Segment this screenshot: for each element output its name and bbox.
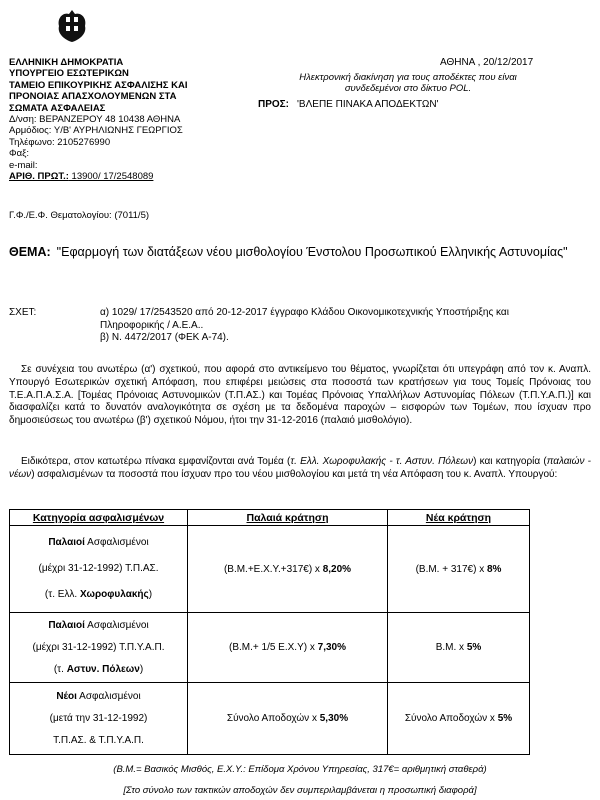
category-period: (μετά την 31-12-1992) [49,712,148,724]
subject-label: ΘΕΜΑ: [9,245,51,259]
document-date: ΑΘΗΝΑ , 20/12/2017 [440,57,534,68]
email: e-mail: [9,159,38,171]
new-formula: (Β.Μ. + 317€) x [415,563,487,575]
recipients [258,99,439,110]
old-formula: Σύνολο Αποδοχών x [226,713,320,724]
old-formula: (Β.Μ.+Ε.Χ.Υ.+317€) x [223,563,323,575]
category-group: Παλαιοί [48,537,85,548]
subject [9,244,584,261]
fax: Φαξ: [9,148,29,160]
new-rate: 5% [497,713,513,724]
category-text: Ασφαλισμένοι [84,537,149,548]
category-cell [10,613,188,683]
header-old: Παλαιά κράτηση [188,510,388,526]
header-line: ΕΛΛΗΝΙΚΗ ΔΗΜΟΚΡΑΤΙΑ [9,57,124,68]
old-rate: 8,20% [322,563,352,575]
header-line: ΣΩΜΑΤΑ ΑΣΦΑΛΕΙΑΣ [9,102,106,114]
category-fund: (τ. [53,663,67,675]
category-cell [10,526,188,613]
table-row [10,526,530,613]
header-line: ΤΑΜΕΙΟ ΕΠΙΚΟΥΡΙΚΗΣ ΑΣΦΑΛΙΣΗΣ ΚΑΙ [9,79,188,91]
related-items [100,307,560,345]
header-category: Κατηγορία ασφαλισμένων [10,510,188,526]
new-rate-cell [388,613,530,683]
distribution-note: Ηλεκτρονική διακίνηση για τους αποδέκτες που είναι συνδεδεμένοι στο δίκτυο POL. [299,72,517,94]
footnote-abbreviations: (Β.Μ.= Βασικός Μισθός, Ε.Χ.Υ.: Επίδομα Χρόνου Υπηρεσίας, 317€= αριθμητική σταθερά) [113,764,487,775]
address: Δ/νση: ΒΕΡΑΝΖΕΡΟΥ 48 10438 ΑΘΗΝΑ [9,114,181,126]
header-new: Νέα κράτηση [388,510,530,526]
phone: Τηλέφωνο: 2105276990 [9,136,111,148]
category-fund: Τ.Π.ΑΣ. & Τ.Π.Υ.Α.Π. [53,734,144,746]
header-line: ΠΡΟΝΟΙΑΣ ΑΠΑΣΧΟΛΟΥΜΕΝΩΝ ΣΤΑ [9,91,177,103]
old-rate: 5,30% [319,713,349,724]
subject-text: "Εφαρμογή των διατάξεων νέου μισθολογίου Ένστολου Προσωπικού Ελληνικής Αστυνομίας" [56,245,568,259]
category-fund-bold: Χωροφυλακής [80,589,149,600]
recipients-value: 'ΒΛΕΠΕ ΠΙΝΑΚΑ ΑΠΟΔΕΚΤΩΝ' [297,99,439,110]
footnote-personal-difference: [Στο σύνολο των τακτικών αποδοχών δεν συμπεριλαμβάνεται η προσωπική διαφορά] [123,785,477,796]
body-paragraph-2 [9,456,591,482]
new-rate: 8% [486,563,502,575]
old-formula: (Β.Μ.+ 1/5 Ε.Χ.Υ) x [229,642,318,653]
sender-header [9,57,279,182]
old-rate-cell [188,526,388,613]
p2-italic: παλαιών - νέων [9,456,591,480]
new-rate-cell [388,526,530,613]
p2-text: ) ασφαλισμένων τα ποσοστά που ίσχυαν προ του νέου μισθολογίου και μετά τη νέα Απόφαση του κ. Αναπλ. Υπουργού: [31,468,558,480]
related-label: ΣΧΕΤ: [9,307,37,318]
old-rate: 7,30% [317,642,346,653]
responsible: Αρμόδιος: Υ/Β' ΑΥΡΗΛΙΩΝΗΣ ΓΕΩΡΓΙΟΣ [9,125,183,137]
new-rate: 5% [466,642,482,653]
category-fund-bold: Αστυν. Πόλεων [66,663,140,675]
greek-emblem-icon [51,6,93,44]
recipients-label: ΠΡΟΣ: [258,99,290,110]
category-period: (μέχρι 31-12-1992) Τ.Π.ΑΣ. [38,563,159,574]
category-fund: ) [139,663,144,675]
subject-index: Γ.Φ./Ε.Φ. Θεματολογίου: (7011/5) [9,210,150,221]
new-formula: Β.Μ. x [435,642,467,653]
contribution-table [9,509,530,755]
p2-text: ) και κατηγορία ( [473,456,547,467]
new-formula: Σύνολο Αποδοχών x [404,713,498,724]
table-row [10,683,530,755]
category-text: Ασφαλισμένοι [84,619,149,631]
p2-text: Ειδικότερα, στον κατωτέρω πίνακα εμφανίζονται ανά Τομέα ( [21,456,291,467]
category-fund: ) [148,589,153,600]
body-paragraph-1: Σε συνέχεια του ανωτέρω (α') σχετικού, που αφορά στο αντικείμενο του θέματος, γνωρίζεται ότι υπεγράφη από τον κ. Αναπλ. Υπουργό Εσωτερικών σχετική Απόφαση, που επιφέρει μειώσεις στα ποσοστά των κρατήσεων για τους Τομείς Πρόνοιας του Τ.Ε.Α.Π.Α.Σ.Α. [Τομέας Πρόνοιας Αστυνομικών (Τ.Π.ΑΣ.) και Τομέας Πρόνοιας Υπαλλήλων Αστυνομίας Πόλεων (Τ.Π.Υ.Α.Π.)] και διασφαλίζει κατά το δυνατόν αναλογικότητα σε σχέση με τα δεδομένα παροχών – εισφορών των Τομέων, που ίσχυαν προ δημοσιεύσεως του ανωτέρω (β') σχετικού Νόμου, ήτοι την 31-12-2016 (παλαιό μισθολόγιο). [9,364,591,427]
category-period: (μέχρι 31-12-1992) Τ.Π.Υ.Α.Π. [32,641,165,653]
category-cell [10,683,188,755]
new-rate-cell [388,683,530,755]
old-rate-cell [188,683,388,755]
category-group: Νέοι [56,690,77,702]
protocol-label: ΑΡΙΘ. ΠΡΩΤ.: [9,171,69,183]
table-row [10,613,530,683]
header-line: ΥΠΟΥΡΓΕΙΟ ΕΣΩΤΕΡΙΚΩΝ [9,68,129,80]
p2-italic: τ. Ελλ. Χωροφυλακής - τ. Αστυν. Πόλεων [290,456,474,467]
related-a: α) 1029/ 17/2543520 από 20-12-2017 έγγραφο Κλάδου Οικονομικοτεχνικής Υποστήριξης και Πληροφορικής / Α.Ε.Α.. [100,307,509,331]
category-text: Ασφαλισμένοι [76,690,141,702]
protocol-number: 13900/ 17/2548089 [68,171,154,183]
category-fund: (τ. Ελλ. [44,589,80,600]
related-b: β) Ν. 4472/2017 (ΦΕΚ Α-74). [100,332,229,343]
old-rate-cell [188,613,388,683]
category-group: Παλαιοί [48,619,85,631]
